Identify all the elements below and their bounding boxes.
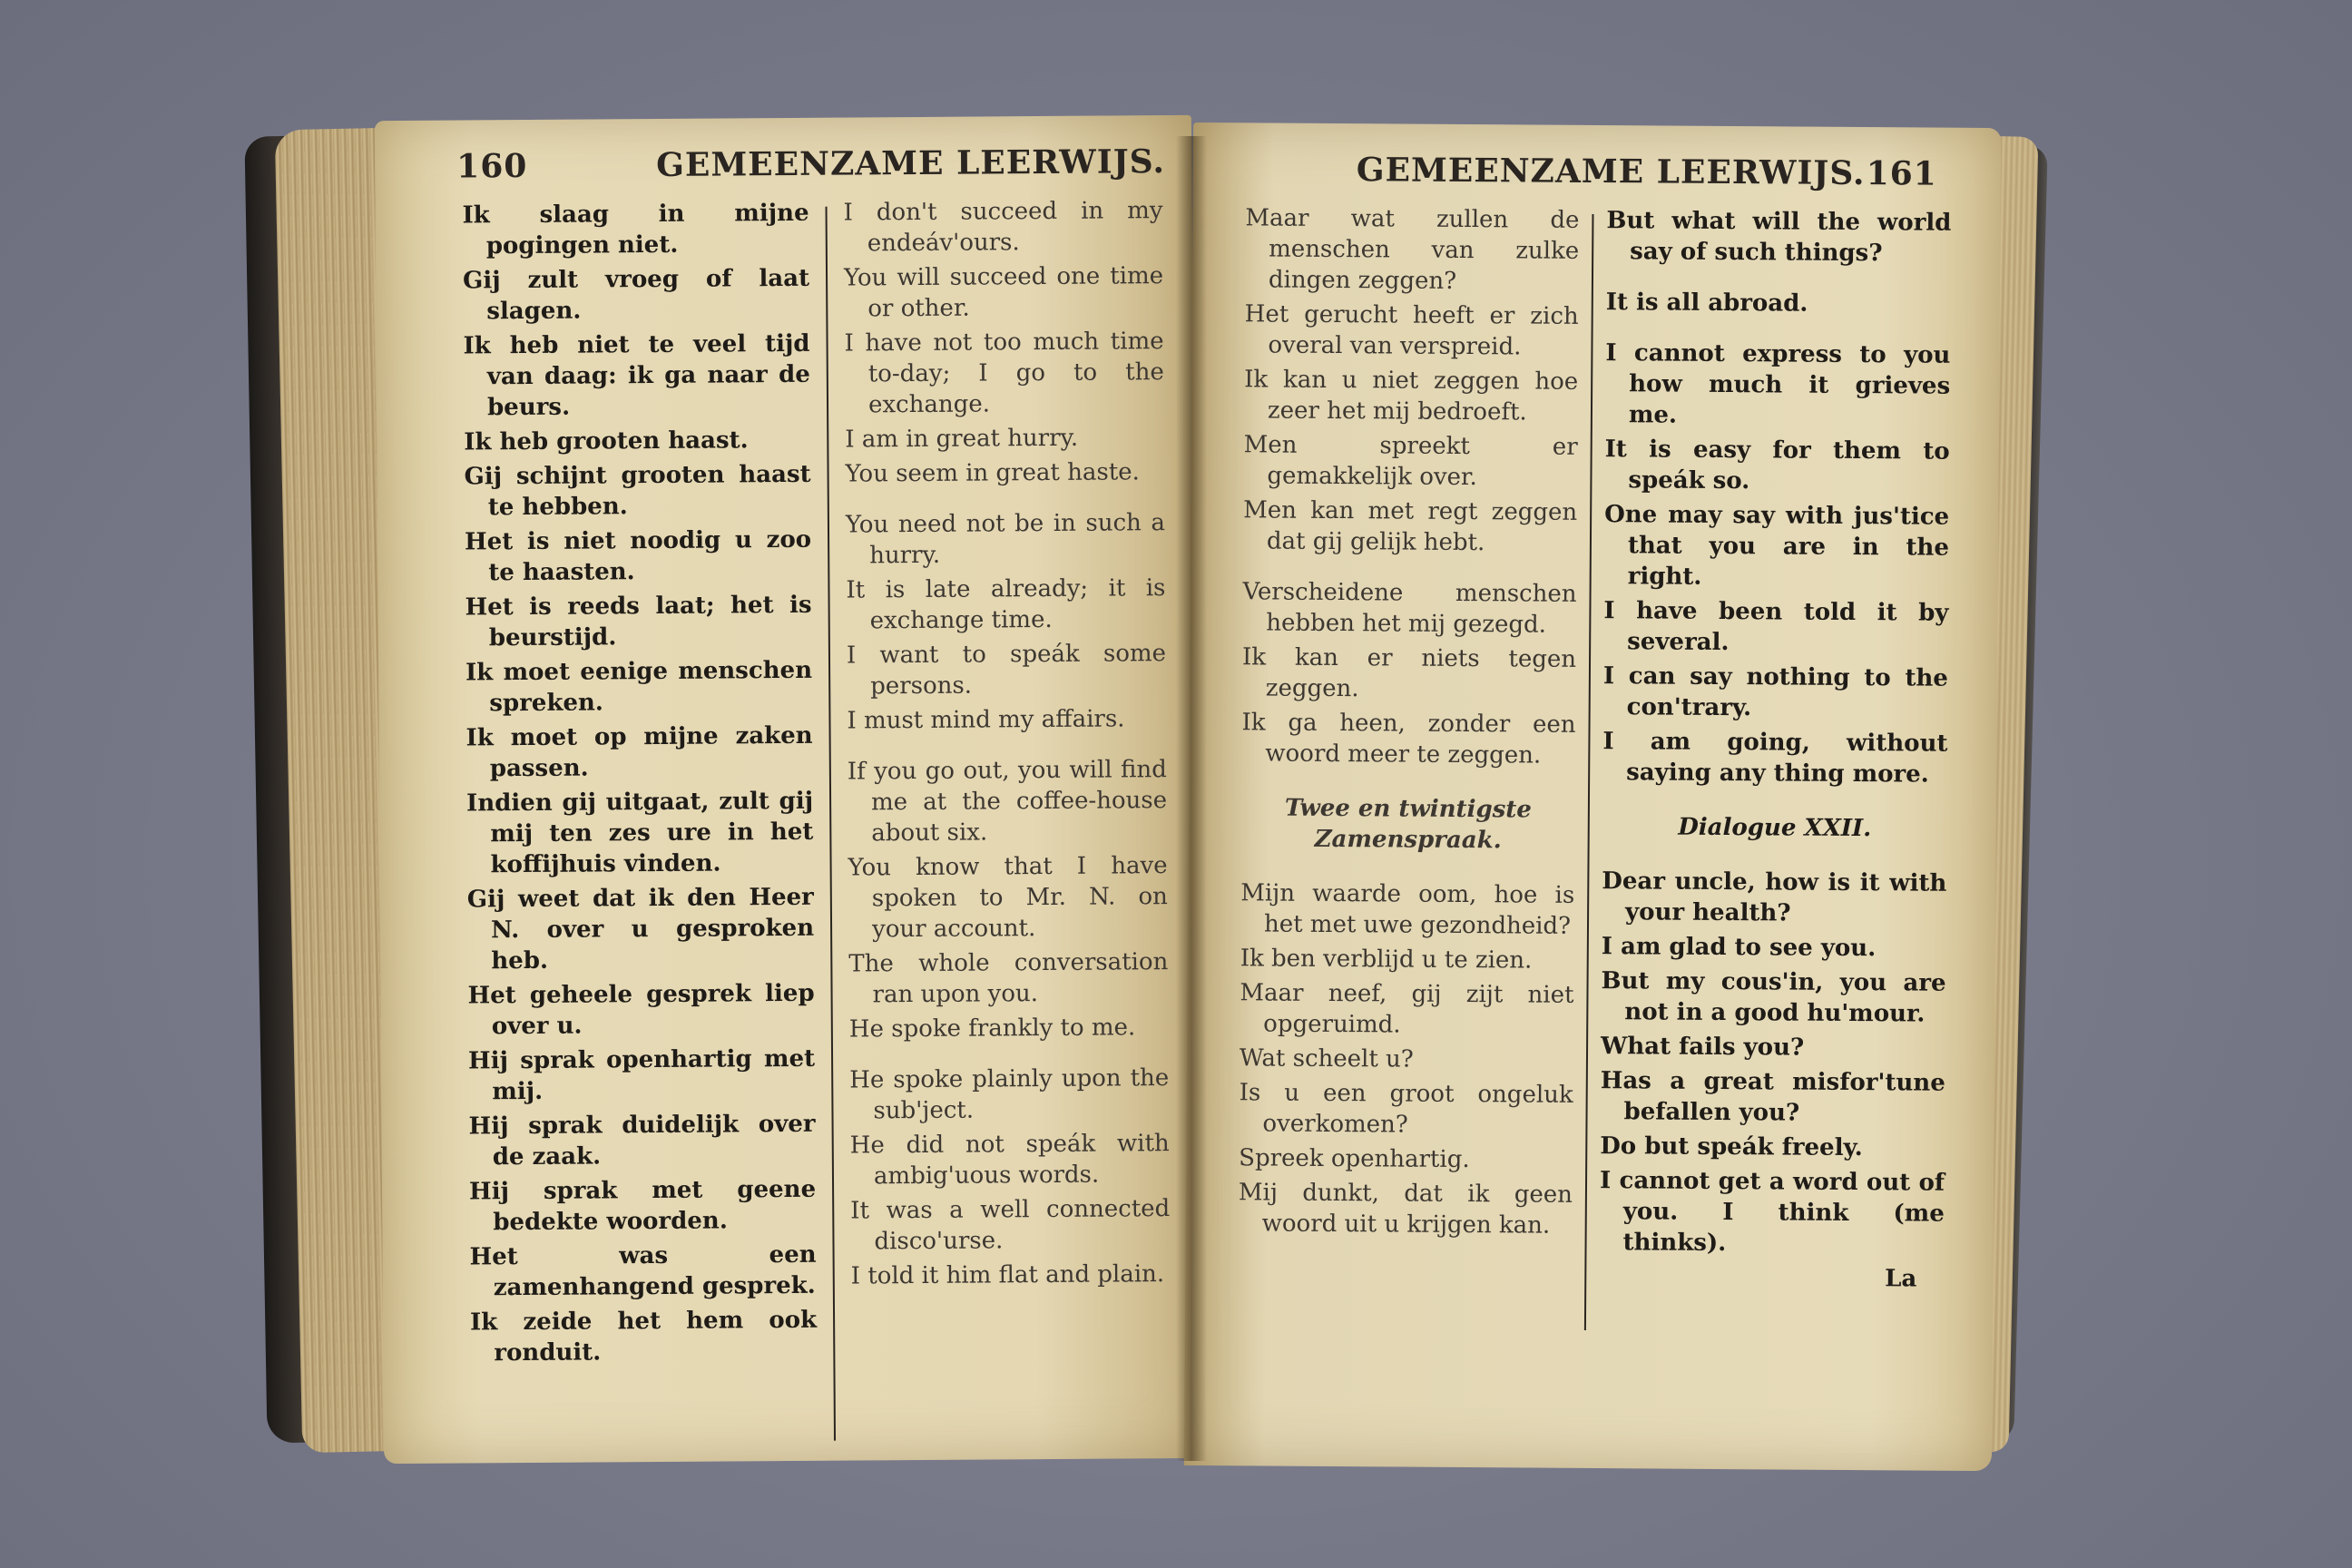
english-entry: One may say with jus'tice that you are in the right. <box>1604 501 1950 591</box>
dutch-entry: Mij dunkt, dat ik geen woord uit u krijgen kan. <box>1238 1179 1573 1240</box>
dutch-entry: Gij zult vroeg of laat slagen. <box>462 264 810 326</box>
dutch-entry: Verscheidene menschen hebben het mij gezegd. <box>1242 578 1577 639</box>
right-page-header <box>1193 150 2001 201</box>
dutch-entry: Ik slaag in mijne pogingen niet. <box>462 199 809 260</box>
english-column <box>843 195 1170 1295</box>
section-heading: Dialogue XXII. <box>1678 813 1872 843</box>
english-entry: But what will the world say of such things? <box>1606 207 1952 268</box>
english-entry: I am glad to see you. <box>1601 933 1877 963</box>
dutch-entry: Gij weet dat ik den Heer N. over u gesproken heb. <box>466 883 815 975</box>
dutch-entry: Het geheele gesprek liep over u. <box>467 979 815 1041</box>
catchword: La <box>1885 1265 1917 1293</box>
english-entry: I am in great hurry. <box>845 424 1079 454</box>
english-entry: I am going, without saying any thing more. <box>1602 728 1948 789</box>
right-page <box>1184 122 2001 1471</box>
english-entry: I cannot express to you how much it grieves me. <box>1605 339 1951 429</box>
running-title: GEMEENZAME LEERWIJS. <box>656 142 1166 184</box>
english-entry: You need not be in such a hurry. <box>845 509 1166 570</box>
dutch-entry: Ik moet eenige menschen spreken. <box>465 656 813 718</box>
english-entry: You seem in great haste. <box>845 458 1140 488</box>
english-entry: I have not too much time to-day; I go to the exchange. <box>844 328 1164 419</box>
column-rule <box>1584 214 1594 1330</box>
dutch-entry: Ik ben verblijd u te zien. <box>1240 945 1533 975</box>
dutch-entry: Maar wat zullen de menschen van zulke dingen zeggen? <box>1245 204 1580 295</box>
dutch-entry: Het is niet noodig u zoo te haasten. <box>464 525 812 587</box>
dutch-entry: Het gerucht heeft er zich overal van verspreid. <box>1244 300 1579 361</box>
english-entry: It is easy for them to speák so. <box>1604 436 1950 495</box>
english-entry: It is all abroad. <box>1605 289 1808 318</box>
english-entry: The whole conversation ran upon you. <box>848 948 1169 1009</box>
dutch-entry: Indien gij uitgaat, zult gij mij ten zes ure in het koffijhuis vinden. <box>466 787 814 879</box>
book-gutter <box>1176 136 1207 1461</box>
running-title: GEMEENZAME LEERWIJS. <box>1356 151 1866 193</box>
dutch-entry: Het is reeds laat; het is beurstijd. <box>465 591 812 652</box>
english-entry: Has a great misfor'tune befallen you? <box>1600 1067 1945 1127</box>
section-heading: Twee en twintigste Zamenspraak. <box>1284 794 1532 855</box>
english-entry: If you go out, you will find me at the coffee-house about six. <box>847 756 1168 848</box>
english-entry: He spoke plainly upon the sub'ject. <box>849 1064 1170 1125</box>
dutch-entry: Maar neef, gij zijt niet opgeruimd. <box>1240 979 1574 1039</box>
column-rule <box>826 207 836 1441</box>
dutch-entry: Hij sprak duidelijk over de zaak. <box>468 1110 816 1171</box>
english-entry: I can say nothing to the con'trary. <box>1602 662 1949 722</box>
dutch-entry: Men kan met regt zeggen dat gij gelijk hebt. <box>1243 496 1578 557</box>
english-entry: He did not speák with ambig'uous words. <box>849 1130 1170 1191</box>
dutch-entry: Ik kan er niets tegen zeggen. <box>1241 643 1577 703</box>
english-entry: He spoke frankly to me. <box>848 1014 1136 1044</box>
dutch-entry: Hij sprak met geene bedekte woorden. <box>468 1175 817 1237</box>
english-entry: Dear uncle, how is it with your health? <box>1602 867 1947 927</box>
english-entry: You know that I have spoken to Mr. N. on your account. <box>848 852 1168 944</box>
dutch-entry: Spreek openhartig. <box>1239 1144 1470 1174</box>
english-entry: You will succeed one time or other. <box>843 262 1164 323</box>
english-entry: I have been told it by several. <box>1603 597 1949 657</box>
dutch-entry: Mijn waarde oom, hoe is het met uwe gezondheid? <box>1240 879 1575 940</box>
english-entry: I must mind my affairs. <box>847 705 1125 735</box>
dutch-entry: Ik heb grooten haast. <box>464 426 749 456</box>
page-number: 160 <box>456 146 528 186</box>
dutch-entry: Ik kan u niet zeggen hoe zeer het mij bedroeft. <box>1244 366 1579 426</box>
dutch-entry: Het was een zamenhangend gesprek. <box>469 1240 817 1302</box>
english-entry: It was a well connected disco'urse. <box>850 1195 1171 1256</box>
dutch-entry: Gij schijnt grooten haast te hebben. <box>464 460 811 522</box>
dutch-entry: Ik ga heen, zonder een woord meer te zeggen. <box>1241 709 1576 769</box>
dutch-entry: Ik zeide het hem ook ronduit. <box>469 1306 818 1367</box>
left-page <box>375 115 1200 1464</box>
english-entry: I told it him flat and plain. <box>850 1260 1165 1290</box>
dutch-entry: Wat scheelt u? <box>1239 1044 1414 1073</box>
english-entry: What fails you? <box>1600 1033 1805 1062</box>
english-entry: I don't succeed in my endeáv'ours. <box>843 197 1163 258</box>
english-entry: But my cous'in, you are not in a good hu'mour. <box>1601 967 1946 1028</box>
dutch-entry: Hij sprak openhartig met mij. <box>467 1044 816 1106</box>
dutch-entry: Ik heb niet te veel tijd van daag: ik ga naar de beurs. <box>463 329 810 422</box>
english-column <box>1599 205 1951 1298</box>
dutch-entry: Ik moet op mijne zaken passen. <box>466 721 813 783</box>
dutch-column <box>462 198 817 1373</box>
left-page-header <box>375 142 1191 193</box>
page-number: 161 <box>1866 154 1937 193</box>
dutch-entry: Men spreekt er gemakkelijk over. <box>1243 431 1578 492</box>
english-entry: I want to speák some persons. <box>846 640 1167 701</box>
english-entry: I cannot get a word out of you. I think (me thinks). <box>1599 1167 1945 1258</box>
dutch-entry: Is u een groot ongeluk overkomen? <box>1239 1079 1573 1139</box>
english-entry: It is late already; it is exchange time. <box>846 574 1166 635</box>
english-entry: Do but speák freely. <box>1600 1132 1863 1162</box>
dutch-column <box>1239 202 1580 1245</box>
